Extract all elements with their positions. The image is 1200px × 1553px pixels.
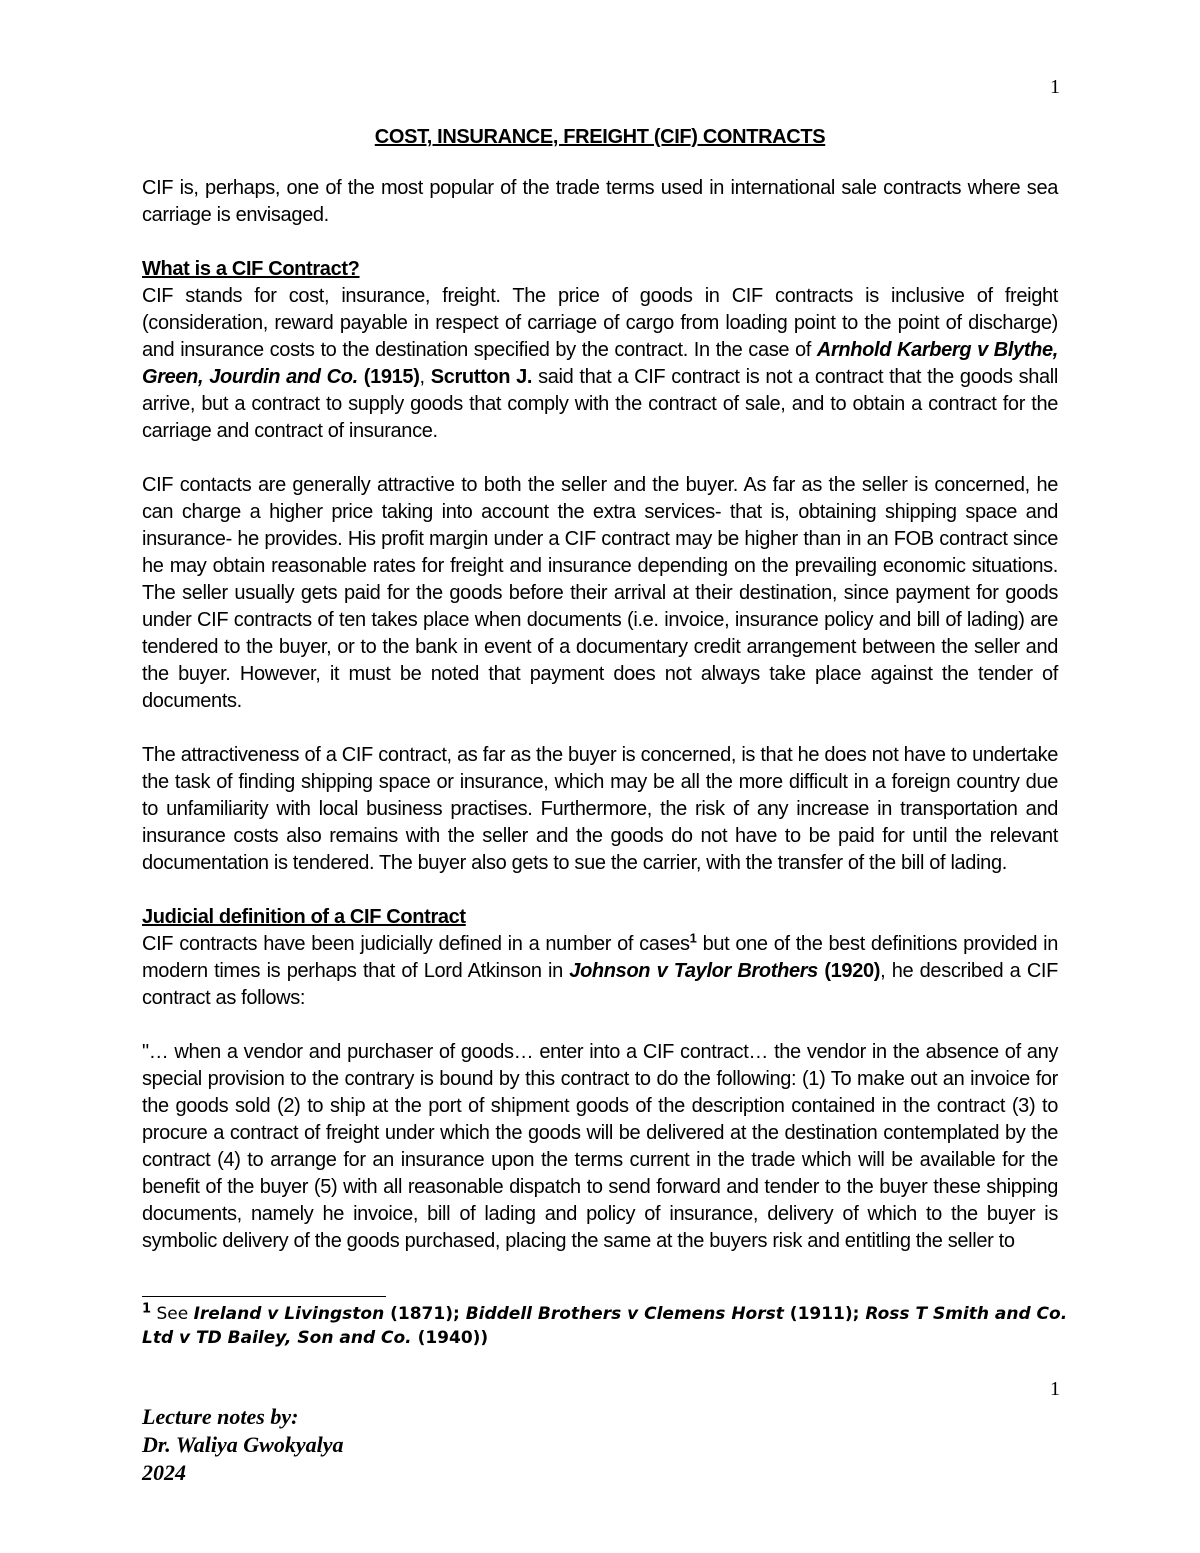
section-heading-judicial-definition: Judicial definition of a CIF Contract [142, 906, 466, 928]
document-body [142, 124, 1058, 1282]
section-heading-what-is-cif: What is a CIF Contract? [142, 258, 360, 280]
page-footer [142, 1403, 343, 1487]
case-citation: Arnhold Karberg v Blythe, Green, Jourdin and Co. [142, 339, 1058, 388]
paragraph-judicial-definition: CIF contracts have been judicially defined in a number of cases$^1$ but one of the best definitions provided in modern times is perhaps that of Lord Atkinson in Johnson v Taylor Brothers (1920), he described a CIF contract as follows: [142, 930, 1059, 1009]
page-number-bottom: 1 [1050, 1378, 1060, 1400]
footer-line-author-label: Lecture notes by: [142, 1404, 299, 1429]
paragraph-seller-attractiveness: CIF contacts are generally attractive to both the seller and the buyer. As far as the seller is concerned, he can charge a higher price taking into account the extra services- that is, obtaining shipping space and insurance- he provides. His profit margin under a CIF contract may be higher than in an FOB contract since he may obtain reasonable rates for freight and insurance depending on the prevailing economic situations. The seller usually gets paid for the goods before their arrival at their destination, since payment for goods under CIF contracts of ten takes place when documents (i.e. invoice, insurance policy and bill of lading) are tendered to the buyer, or to the bank in event of a documentary credit arrangement between the seller and the buyer. However, it must be noted that payment does not always take place against the tender of documents. [142, 474, 1058, 712]
footnote-reference[interactable]: 1 [689, 930, 697, 946]
paragraph-cif-definition: CIF stands for cost, insurance, freight. The price of goods in CIF contracts is inclusive of freight (consideration, reward payable in respect of carriage of cargo from loading point to the point of discharge) and insurance costs to the destination specified by the contract. In the case of Arnhold Karberg v Blythe, Green, Jourdin and Co. (1915), Scrutton J. said that a CIF contract is not a contract that the goods shall arrive, but a contract to supply goods that comply with the contract of sale, and to obtain a contract for the carriage and contract of insurance. [142, 285, 1058, 442]
paragraph-buyer-attractiveness: The attractiveness of a CIF contract, as far as the buyer is concerned, is that he does not have to undertake the task of finding shipping space or insurance, which may be all the more difficult in a foreign country due to unfamiliarity with local business practises. Furthermore, the risk of any increase in transportation and insurance costs also remains with the seller and the goods do not have to be paid for until the relevant documentation is tendered. The buyer also gets to sue the carrier, with the transfer of the bill of lading. [142, 744, 1058, 874]
footnote: $^1$ See Ireland v Livingston (1871); Biddell Brothers v Clemens Horst (1911); Ross T Smith and Co. Ltd v TD Bailey, Son and Co. (1940)) [142, 1301, 1068, 1348]
footnote-case: Ireland v Livingston [193, 1304, 385, 1324]
document-title: COST, INSURANCE, FREIGHT (CIF) CONTRACTS [374, 126, 826, 148]
footer-line-author-name: Dr. Waliya Gwokyalya [142, 1432, 344, 1457]
footnote-case: Ross T Smith and Co. Ltd v TD Bailey, Son and Co. [142, 1304, 1068, 1348]
footnote-case: Biddell Brothers v Clemens Horst [465, 1304, 784, 1324]
case-year: (1915) [357, 366, 420, 388]
page-number-top: 1 [1050, 76, 1060, 98]
footnote-separator [142, 1296, 386, 1297]
case-year: (1920) [817, 960, 881, 982]
judge-name: Scrutton J. [430, 366, 533, 388]
quote-paragraph: "… when a vendor and purchaser of goods… enter into a CIF contract… the vendor in the absence of any special provision to the contrary is bound by this contract to do the following: (1) To make out an invoice for the goods sold (2) to ship at the port of shipment goods of the description contained in the contract (3) to procure a contract of freight under which the goods will be delivered at the destination contemplated by the contract (4) to arrange for an insurance upon the terms current in the trade which will be available for the benefit of the buyer (5) with all reasonable dispatch to send forward and tender to the buyer these shipping documents, namely he invoice, bill of lading and policy of insurance, delivery of which to the buyer is symbolic delivery of the goods purchased, placing the same at the buyers risk and entitling the seller to [142, 1041, 1058, 1252]
intro-paragraph: CIF is, perhaps, one of the most popular of the trade terms used in international sale contracts where sea carriage is envisaged. [142, 177, 1058, 226]
case-citation: Johnson v Taylor Brothers [569, 960, 818, 982]
footnote-marker: 1 [142, 1301, 152, 1317]
footer-line-year: 2024 [142, 1460, 186, 1485]
